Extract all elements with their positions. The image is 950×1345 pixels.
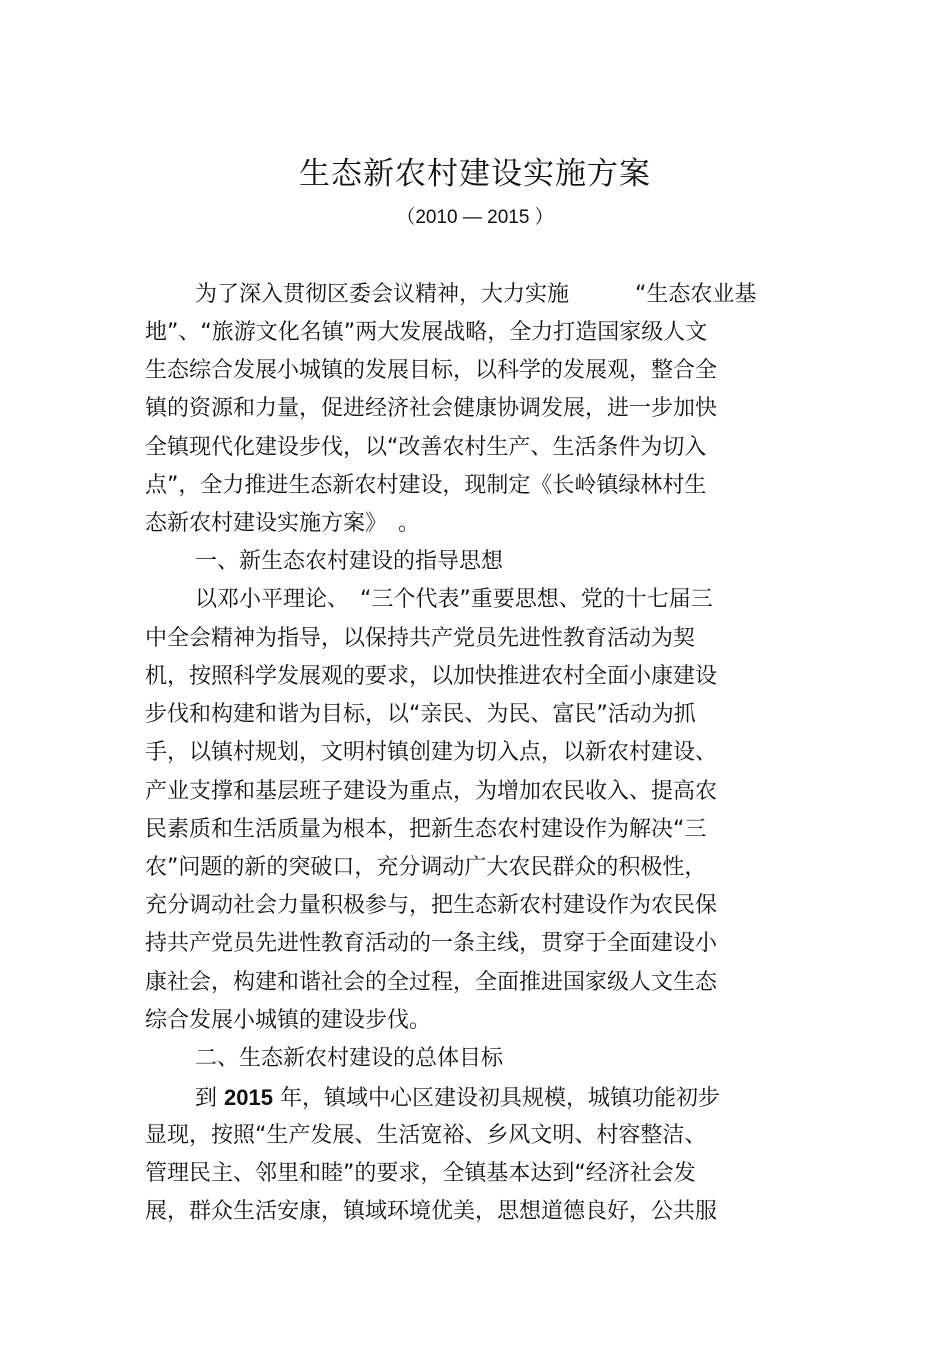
paragraph-1-line: 全镇现代化建设步伐，以“改善农村生产、生活条件为切入	[145, 435, 707, 460]
paragraph-3-line: 管理民主、邻里和睦”的要求，全镇基本达到“经济社会发	[145, 1161, 696, 1186]
paragraph-3-suffix: 年，镇域中心区建设初具规模，城镇功能初步	[272, 1086, 720, 1111]
paragraph-1-line: 点”，全力推进生态新农村建设，现制定《长岭镇绿林村生	[145, 473, 707, 498]
paragraph-2-line: 步伐和构建和谐为目标，以“亲民、为民、富民”活动为抓	[145, 702, 696, 727]
paragraph-3-first-line	[195, 1083, 720, 1114]
paragraph-2-line: 中全会精神为指导，以保持共产党员先进性教育活动为契	[145, 626, 696, 651]
paragraph-3-prefix: 到	[195, 1086, 224, 1111]
paragraph-2-line: 民素质和生活质量为根本，把新生态农村建设作为解决“三	[145, 817, 707, 842]
paragraph-2-line: 以邓小平理论、 “三个代表”重要思想、党的十七届三	[195, 587, 713, 612]
section-heading-1: 一、新生态农村建设的指导思想	[195, 549, 504, 574]
paragraph-2-line: 持共产党员先进性教育活动的一条主线，贯穿于全面建设小	[145, 931, 718, 956]
document-subtitle: （2010 — 2015 ）	[396, 207, 554, 228]
paragraph-2-line: 机，按照科学发展观的要求，以加快推进农村全面小康建设	[145, 664, 718, 689]
paragraph-1-line: 生态综合发展小城镇的发展目标，以科学的发展观，整合全	[145, 358, 718, 383]
paragraph-2-line: 手，以镇村规划，文明村镇创建为切入点，以新农村建设、	[145, 740, 718, 765]
paragraph-2-line: 农”问题的新的突破口，充分调动广大农民群众的积极性，	[145, 855, 707, 880]
paragraph-2-line: 充分调动社会力量积极参与，把生态新农村建设作为农民保	[145, 893, 718, 918]
section-heading-2: 二、生态新农村建设的总体目标	[195, 1046, 504, 1071]
target-year: 2015	[224, 1085, 273, 1110]
paragraph-3-line: 展，群众生活安康，镇域环境优美，思想道德良好，公共服	[145, 1199, 718, 1224]
paragraph-2-line: 康社会，构建和谐社会的全过程，全面推进国家级人文生态	[145, 970, 718, 995]
paragraph-3-line: 显现，按照“生产发展、生活宽裕、乡风文明、村容整洁、	[145, 1123, 707, 1148]
document-title: 生态新农村建设实施方案	[299, 156, 651, 192]
paragraph-1-line: 为了深入贯彻区委会议精神，大力实施 “生态农业基	[195, 282, 757, 307]
paragraph-2-line: 综合发展小城镇的建设步伐。	[145, 1008, 432, 1033]
paragraph-1-line: 态新农村建设实施方案》 。	[145, 511, 421, 536]
paragraph-1-line: 地”、“旅游文化名镇”两大发展战略，全力打造国家级人文	[145, 320, 708, 345]
paragraph-2-line: 产业支撑和基层班子建设为重点，为增加农民收入、提高农	[145, 779, 718, 804]
paragraph-1-line: 镇的资源和力量，促进经济社会健康协调发展，进一步加快	[145, 396, 718, 421]
